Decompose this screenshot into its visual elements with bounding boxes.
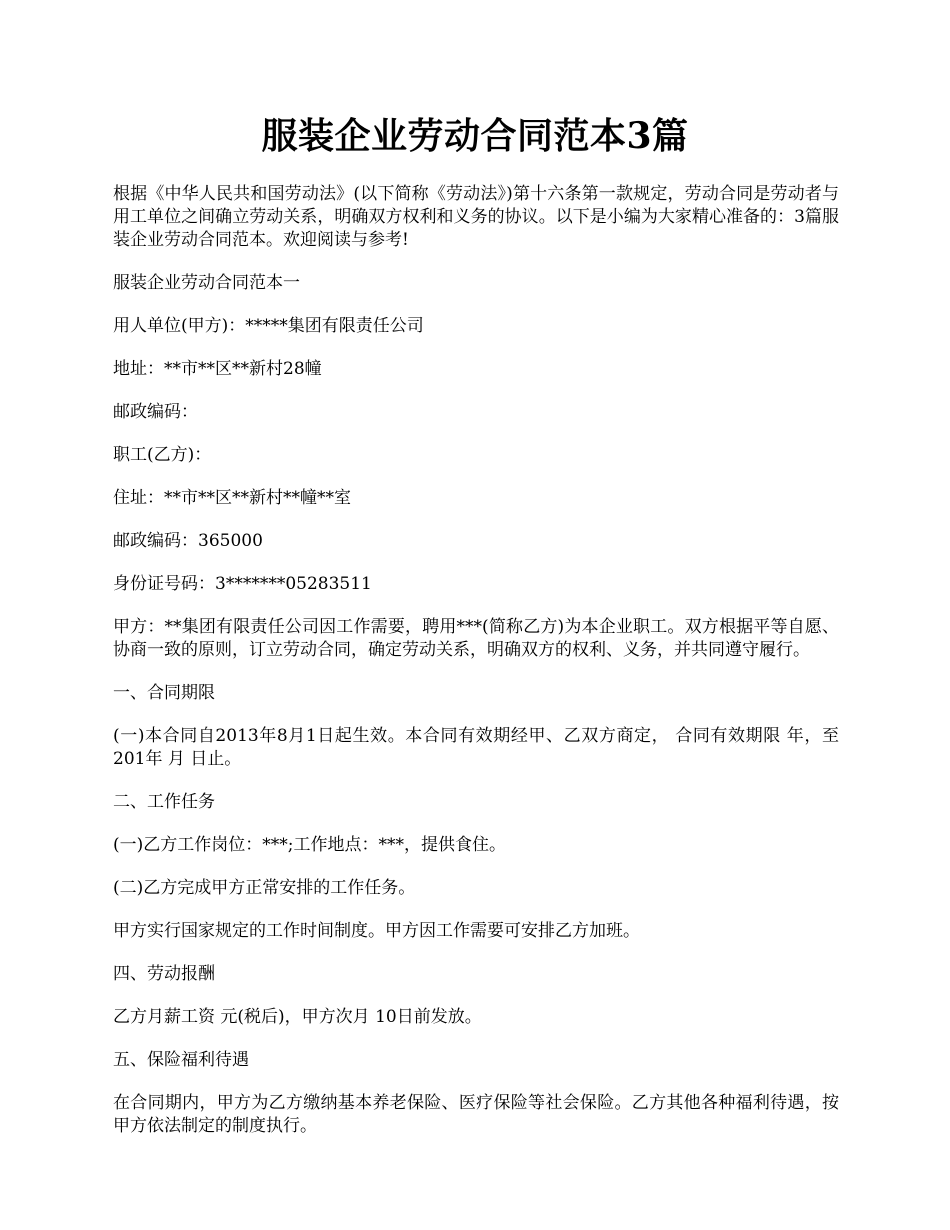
section-heading-contract-one: 服装企业劳动合同范本一 (113, 273, 300, 293)
employee-postcode-line: 邮政编码：365000 (113, 531, 263, 551)
clause-pay-paragraph: 乙方月薪工资 元(税后)，甲方次月 10日前发放。 (113, 1007, 482, 1027)
clause-heading-pay: 四、劳动报酬 (113, 964, 215, 984)
working-hours-paragraph: 甲方实行国家规定的工作时间制度。甲方因工作需要可安排乙方加班。 (113, 921, 640, 941)
clause-tasks-completion: (二)乙方完成甲方正常安排的工作任务。 (113, 878, 416, 898)
intro-paragraph: 根据《中华人民共和国劳动法》(以下简称《劳动法》)第十六条第一款规定，劳动合同是劳动者与用工单位之间确立劳动关系，明确双方权利和义务的协议。以下是小编为大家精心准备的：3篇服装企业劳动合同范本。欢迎阅读与参考! (113, 184, 839, 250)
clause-term-paragraph: (一)本合同自2013年8月1日起生效。本合同有效期经甲、乙双方商定， 合同有效期限 年，至201年 月 日止。 (113, 726, 839, 769)
employee-line: 职工(乙方)： (113, 445, 212, 465)
preamble-paragraph: 甲方：**集团有限责任公司因工作需要，聘用***(简称乙方)为本企业职工。双方根据平等自愿、协商一致的原则，订立劳动合同，确定劳动关系，明确双方的权利、义务，并共同遵守履行。 (113, 617, 839, 660)
employer-address-line: 地址：**市**区**新村28幢 (113, 359, 322, 379)
clause-heading-insurance: 五、保险福利待遇 (113, 1050, 249, 1070)
clause-tasks-position: (一)乙方工作岗位：***;工作地点：***，提供食住。 (113, 835, 506, 855)
employer-line: 用人单位(甲方)：*****集团有限责任公司 (113, 316, 424, 336)
document-body (113, 183, 839, 1158)
employer-postcode-line: 邮政编码： (113, 402, 198, 422)
id-number-line: 身份证号码：3*******05283511 (113, 574, 372, 594)
document-title: 服装企业劳动合同范本3篇 (261, 115, 689, 157)
clause-insurance-paragraph: 在合同期内，甲方为乙方缴纳基本养老保险、医疗保险等社会保险。乙方其他各种福利待遇，按甲方依法制定的制度执行。 (113, 1093, 839, 1136)
employee-address-line: 住址：**市**区**新村**幢**室 (113, 488, 351, 508)
clause-heading-tasks: 二、工作任务 (113, 792, 215, 812)
clause-heading-term: 一、合同期限 (113, 683, 215, 703)
